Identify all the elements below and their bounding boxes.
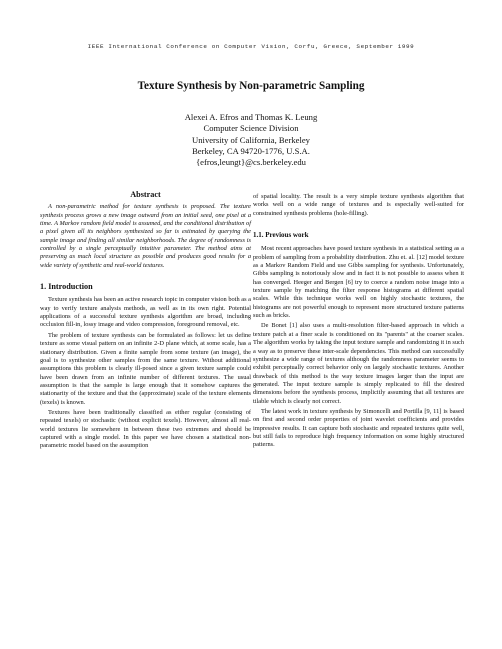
introduction-heading: 1. Introduction [40,282,93,292]
author-university: University of California, Berkeley [192,134,310,145]
abstract-body: A non-parametric method for texture synthesis is proposed. The texture synthesis process grows a new image outward from an initial seed, one pixel at a time. A Markov random field model is assumed, and the conditional distribution of a pixel given all its neighbors synthesized so far is estimated by querying the sample image and finding all similar neighborhoods. The degree of randomness is controlled by a single perceptually intuitive parameter. The method aims at preserving as much local structure as possible and produces good results for a wide variety of synthetic and real-world textures. [40,203,251,269]
intro-continuation: of spatial locality. The result is a very simple texture synthesis algorithm that works well on a wide range of textures and is especially well-suited for constrained synthesis problems (hole-filling). [253,193,464,217]
intro-paragraph: Textures have been traditionally classified as either regular (consisting of repeated texels) or stochastic (without explicit texels). However, almost all real-world textures lie somewhere in between these two extremes and should be captured with a single model. In this paper we have chosen a statistical non-parametric model based on the assumption [40,408,251,450]
left-column [40,191,251,453]
previous-work-paragraph: De Bonet [1] also uses a multi-resolution filter-based approach in which a texture patch at a finer scale is conditioned on its "parents" at the coarser scales. The algorithm works by taking the input texture sample and randomizing it in such a way as to preserve these inter-scale dependencies. This method can successfully synthesize a wide range of textures although the randomness parameter seems to exhibit perceptually correct behavior only on largely stochastic textures. Another drawback of this method is the way texture images larger than the input are generated. The input texture sample is simply replicated to fill the desired dimensions before the synthesis process, implicitly assuming that all textures are tilable which is clearly not correct. [253,322,464,405]
author-names: Alexei A. Efros and Thomas K. Leung [184,112,318,122]
intro-paragraph: Texture synthesis has been an active research topic in computer vision both as a way to verify texture analysis methods, as well as in its own right. Potential applications of a successful texture synthesis algorithm are broad, including occlusion fill-in, lossy image and video compression, foreground removal, etc. [40,296,251,329]
intro-paragraph: The problem of texture synthesis can be formulated as follows: let us define texture as some visual pattern on an infinite 2-D plane which, at some scale, has a stationary distribution. Given a finite sample from some texture (an image), the goal is to synthesize other samples from the same texture. Without additional assumptions this problem is clearly ill-posed since a given texture sample could have been drawn from an infinite number of different textures. The usual assumption is that the sample is large enough that it somehow captures the stationarity of the texture and that the (approximate) scale of the texture elements (texels) is known. [40,331,251,406]
abstract-heading: Abstract [130,190,161,199]
paper-title: Texture Synthesis by Non-parametric Sampling [137,80,365,92]
right-column [253,193,464,452]
author-division: Computer Science Division [203,123,299,134]
author-block [0,112,502,168]
previous-work-paragraph: Most recent approaches have posed texture synthesis in a statistical setting as a problem of sampling from a probability distribution. Zhu et. al. [12] model texture as a Markov Random Field and use Gibbs sampling for synthesis. Unfortunately, Gibbs sampling is notoriously slow and in fact it is not possible to assess when it has converged. Heeger and Bergen [6] try to coerce a random noise image into a texture sample by matching the filter response histograms at different spatial scales. While this technique works well on highly stochastic textures, the histograms are not powerful enough to represent more structured texture patterns such as bricks. [253,245,464,320]
conference-header: IEEE International Conference on Computer Vision, Corfu, Greece, September 1999 [87,43,415,50]
author-address: Berkeley, CA 94720-1776, U.S.A. [192,145,310,156]
previous-work-heading: 1.1. Previous work [253,231,309,240]
author-email: {efros,leungt}@cs.berkeley.edu [196,157,306,168]
previous-work-paragraph: The latest work in texture synthesis by Simoncelli and Portilla [9, 11] is based on first and second order properties of joint wavelet coefficients and provides impressive results. It can capture both stochastic and repeated textures quite well, but still fails to reproduce high frequency information on some highly structured patterns. [253,407,464,449]
